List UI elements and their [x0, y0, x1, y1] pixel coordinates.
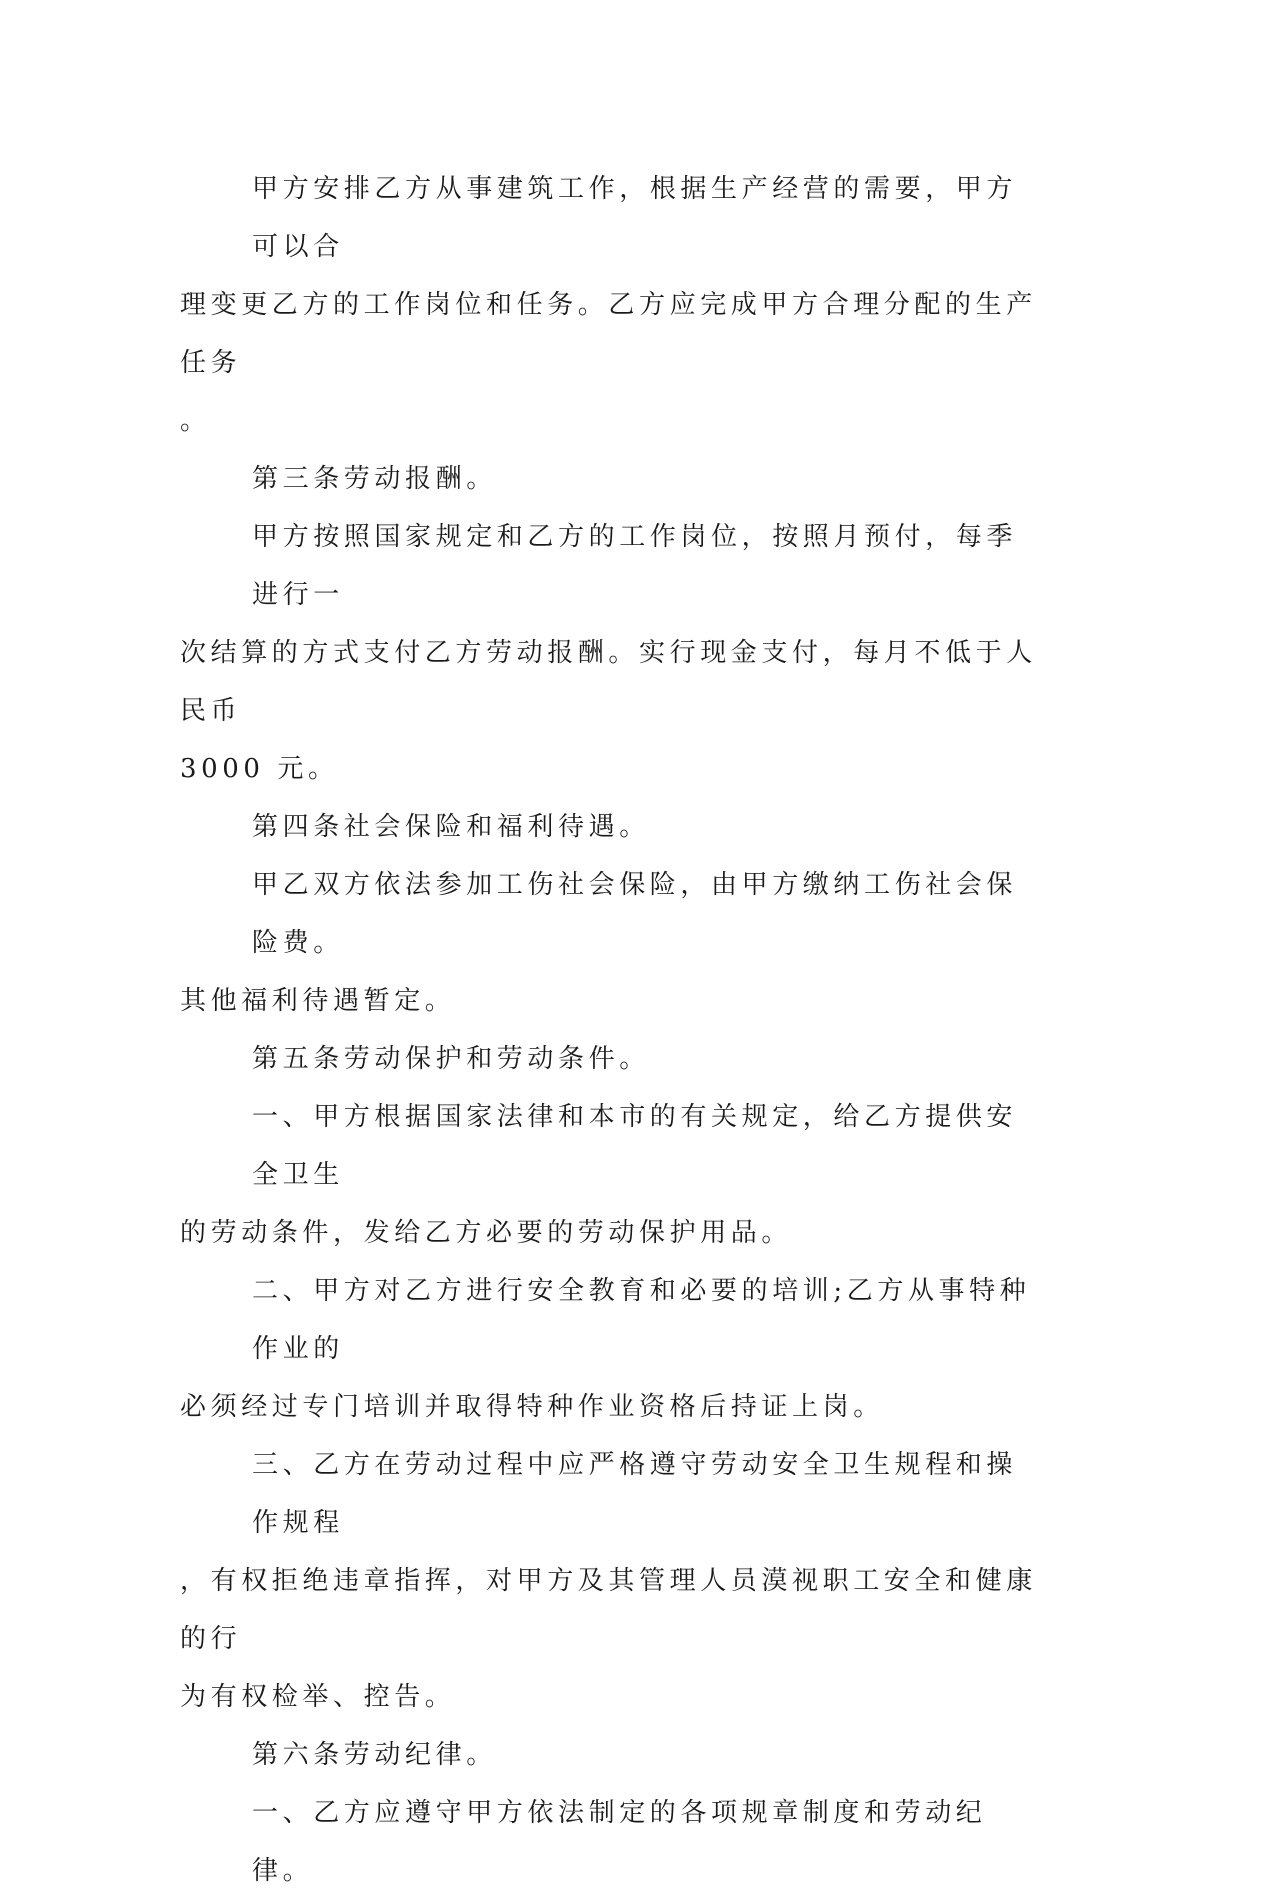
text-line: 三、乙方在劳动过程中应严格遵守劳动安全卫生规程和操作规程: [252, 1450, 1018, 1538]
text-line: ，有权拒绝违章指挥，对甲方及其管理人员漠视职工安全和健康的行: [180, 1566, 1037, 1654]
text-line: 一、甲方根据国家法律和本市的有关规定，给乙方提供安全卫生: [252, 1102, 1018, 1190]
heading-article-6: [180, 1726, 1038, 1784]
text-line: 第四条社会保险和福利待遇。: [252, 812, 650, 842]
text-line: 必须经过专门培训并取得特种作业资格后持证上岗。: [180, 1392, 884, 1422]
text-line: 甲方按照国家规定和乙方的工作岗位，按照月预付，每季进行一: [252, 522, 1018, 610]
text-line: 。: [180, 406, 211, 436]
paragraph-insurance: [180, 856, 1038, 1030]
text-line: 其他福利待遇暂定。: [180, 986, 456, 1016]
text-line: 甲方安排乙方从事建筑工作，根据生产经营的需要，甲方可以合: [252, 174, 1018, 262]
paragraph-job-assignment: [180, 160, 1038, 450]
text-line: 为有权检举、控告。: [180, 1682, 456, 1712]
paragraph-protection-2: [180, 1262, 1038, 1436]
heading-article-4: [180, 798, 1038, 856]
text-line: 第三条劳动报酬。: [252, 464, 497, 494]
heading-article-3: [180, 450, 1038, 508]
text-line: 第六条劳动纪律。: [252, 1740, 497, 1770]
text-line: 理变更乙方的工作岗位和任务。乙方应完成甲方合理分配的生产任务: [180, 290, 1037, 378]
paragraph-remuneration: [180, 508, 1038, 798]
text-line: 甲乙双方依法参加工伤社会保险，由甲方缴纳工伤社会保险费。: [252, 870, 1018, 958]
text-line: 的劳动条件，发给乙方必要的劳动保护用品。: [180, 1218, 793, 1248]
text-line: 二、甲方对乙方进行安全教育和必要的培训;乙方从事特种作业的: [252, 1276, 1031, 1364]
document-body: [180, 160, 1038, 1900]
text-line: 3000 元。: [180, 754, 339, 784]
heading-article-5: [180, 1030, 1038, 1088]
paragraph-protection-1: [180, 1088, 1038, 1262]
paragraph-protection-3: [180, 1436, 1038, 1726]
text-line: 第五条劳动保护和劳动条件。: [252, 1044, 650, 1074]
text-line: 次结算的方式支付乙方劳动报酬。实行现金支付，每月不低于人民币: [180, 638, 1037, 726]
text-line: 一、乙方应遵守甲方依法制定的各项规章制度和劳动纪律。: [252, 1798, 987, 1886]
paragraph-discipline-1: [180, 1784, 1038, 1900]
